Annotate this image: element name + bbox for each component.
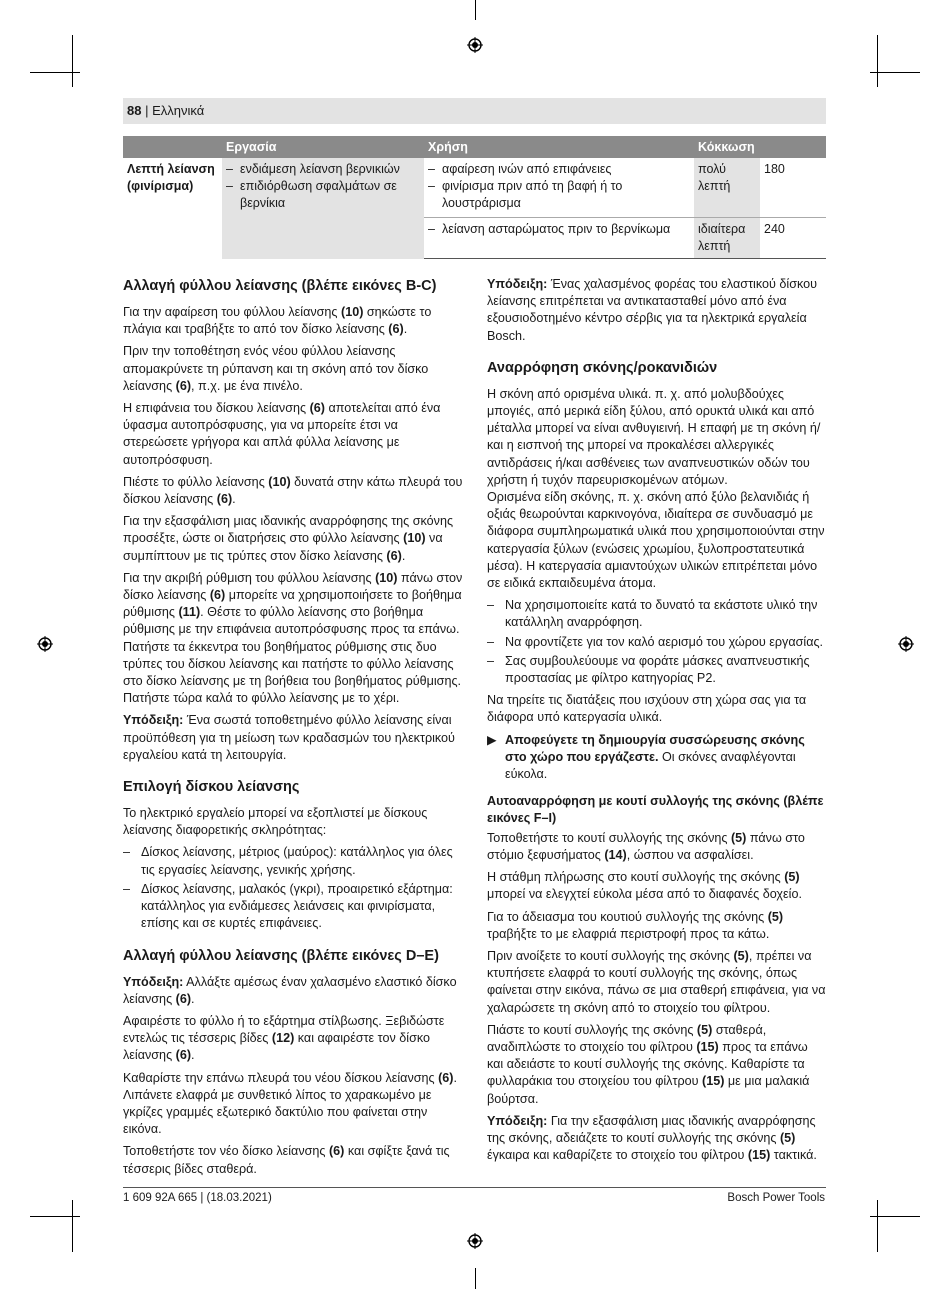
- page-header: [123, 98, 826, 124]
- list-item-text: Να χρησιμοποιείτε κατά το δυνατό τα εκάστοτε υλικό την κατάλληλη αναρρόφηση.: [505, 598, 818, 630]
- paragraph: Η επιφάνεια του δίσκου λείανσης (6) αποτελείται από ένα ύφασμα αυτοπρόσφυσης, για να μπορείτε έτσι να στερεώσετε γρήγορα και απλά φύλλα λείανσης με αυτοπρόσφυση.: [123, 401, 441, 467]
- list-item-text: Να φροντίζετε για τον καλό αερισμό του χώρου εργασίας.: [505, 634, 824, 649]
- subsection-heading: Αυτοαναρρόφηση με κουτί συλλογής της σκόνης (βλέπε εικόνες F–I): [487, 794, 824, 826]
- crop-mark: [870, 1216, 920, 1217]
- paragraph: Για την αφαίρεση του φύλλου λείανσης (10) σηκώστε το πλάγια και τραβήξτε το από τον δίσκο λείανσης (6).: [123, 305, 432, 337]
- left-column: [123, 277, 465, 1183]
- crop-mark: [30, 1216, 80, 1217]
- warning-bold: Αποφεύγετε τη δημιουργία συσσώρευσης σκόνης στο χώρο που εργάζεστε.: [505, 732, 805, 764]
- note: [487, 1113, 827, 1165]
- paragraph: Πριν ανοίξετε το κουτί συλλογής της σκόνης (5), πρέπει να κτυπήσετε ελαφρά το κουτί συλλογής της σκόνης, όπως φαίνεται στην εικόνα, πάνω σε μια σταθερή επιφάνεια, για να χαλαρώσετε τη σκόνη από το στοιχείο του φίλτρου.: [487, 948, 826, 1015]
- right-column: [487, 276, 827, 1169]
- list-item: – Σας συμβουλεύουμε να φοράτε μάσκες αναπνευστικής προστασίας με φίλτρο κατηγορίας P2.: [487, 653, 827, 687]
- list-item-text: Δίσκος λείανσης, μαλακός (γκρι), προαιρετικό εξάρτημα: κατάλληλος για ενδιάμεσες λειάνσεις και φινιρίσματα, επίσης και σε κυρτές επιφάνειες.: [141, 881, 453, 931]
- section-heading: Αλλαγή φύλλου λείανσης (βλέπε εικόνες B‑C): [123, 278, 437, 294]
- note: [123, 974, 465, 1008]
- paragraph: Για την εξασφάλιση μιας ιδανικής αναρρόφησης της σκόνης προσέξτε, ώστε οι διατρήσεις στο φύλλο λείανσης (10) να συμπίπτουν με τις τρύπες στον δίσκο λείανσης (6).: [123, 514, 454, 563]
- table-header: Εργασία: [222, 136, 424, 158]
- table-cell-grain: 180: [764, 162, 785, 176]
- footer-left: 1 609 92A 665 | (18.03.2021): [123, 1192, 272, 1204]
- table-cell-grain: 240: [760, 218, 826, 259]
- list-item-text: Σας συμβουλεύουμε να φοράτε μάσκες αναπνευστικής προστασίας με φίλτρο κατηγορίας P2.: [505, 653, 810, 686]
- registration-mark-icon: [37, 636, 53, 652]
- paragraph: Τοποθετήστε το κουτί συλλογής της σκόνης (5) πάνω στο στόμιο ξεφυσήματος (14), ώσπου να ασφαλίσει.: [487, 830, 805, 862]
- use-item: φινίρισμα πριν από τη βαφή ή το λουστράρισμα: [442, 179, 623, 210]
- task-item: ενδιάμεση λείανση βερνικιών: [240, 162, 400, 176]
- note-text: Αλλάξτε αμέσως έναν χαλασμένο ελαστικό δίσκο λείανσης (6).: [123, 974, 457, 1006]
- crop-mark: [475, 1268, 476, 1289]
- paragraph: Ορισμένα είδη σκόνης, π. χ. σκόνη από ξύλο βελανιδιάς ή οξιάς θεωρούνται καρκινογόνα, ιδιαίτερα σε συνδυασμό με διάφορα συμπληρωματικά υλικά που χρησιμοποιούνται στην κατεργασία ξύλων (ενώσεις χρωμίου, ξυλοπροστατευτικά μέσα). Η κατεργασία αμιαντούχων υλικών επιτρέπεται μόνο σε ειδικά εκπαιδευμένα άτομα.: [487, 490, 825, 591]
- paragraph: Καθαρίστε την επάνω πλευρά του νέου δίσκου λείανσης (6). Λιπάνετε ελαφρά με συνθετικό λίπος το χαρακωμένο με γκρίζες γραμμές εξωτερικό δακτύλιο που φαίνεται στην εικόνα.: [123, 1070, 458, 1137]
- paragraph: Πιέστε το φύλλο λείανσης (10) δυνατά στην κάτω πλευρά του δίσκου λείανσης (6).: [123, 474, 463, 507]
- registration-mark-icon: [467, 37, 483, 53]
- footer-rule: [123, 1187, 826, 1188]
- section-heading: Αλλαγή φύλλου λείανσης (βλέπε εικόνες D–E): [123, 947, 439, 964]
- table-cell-grain-desc: ιδιαίτερα λεπτή: [694, 218, 760, 259]
- crop-mark: [475, 0, 476, 20]
- task-item: επιδιόρθωση σφαλμάτων σε βερνίκια: [240, 179, 397, 210]
- note-label: Υπόδειξη:: [123, 974, 184, 989]
- language-label: Ελληνικά: [152, 103, 205, 118]
- list-item: – Να φροντίζετε για τον καλό αερισμό του χώρου εργασίας.: [487, 634, 827, 651]
- table-cell-uses: – αφαίρεση ινών από επιφάνειες – φινίρισμα πριν από τη βαφή ή το λουστράρισμα: [424, 158, 694, 218]
- paragraph: Για το άδειασμα του κουτιού συλλογής της σκόνης (5) τραβήξτε το με ελαφριά περιστροφή προς τα κάτω.: [487, 909, 784, 941]
- note-label: Υπόδειξη:: [487, 277, 548, 291]
- note-text: Για την εξασφάλιση μιας ιδανικής αναρρόφησης της σκόνης, αδειάζετε το κουτί συλλογής της σκόνης (5) έγκαιρα και καθαρίζετε το στοιχείο του φίλτρου (15) τακτικά.: [487, 1113, 817, 1163]
- list-item: – Δίσκος λείανσης, μέτριος (μαύρος): κατάλληλος για όλες τις εργασίες λείανσης, γενικής χρήσης.: [123, 844, 465, 878]
- warning-text: Οι σκόνες αναφλέγονται εύκολα.: [505, 749, 796, 782]
- footer-right: Bosch Power Tools: [727, 1192, 825, 1204]
- section-heading: Επιλογή δίσκου λείανσης: [123, 779, 300, 796]
- list-item: – Δίσκος λείανσης, μαλακός (γκρι), προαιρετικό εξάρτημα: κατάλληλος για ενδιάμεσες λειάνσεις και φινιρίσματα, επίσης και σε κυρτές επιφάνειες.: [123, 881, 465, 933]
- crop-mark: [30, 72, 80, 73]
- use-item: αφαίρεση ινών από επιφάνειες: [442, 162, 612, 176]
- table-header: Χρήση: [424, 136, 694, 158]
- crop-mark: [72, 35, 73, 87]
- note-text: Ένα σωστά τοποθετημένο φύλλο λείανσης είναι προϋπόθεση για τη μείωση των κραδασμών του ηλεκτρικού εργαλείου κατά τη λειτουργία.: [123, 713, 455, 762]
- warning: [487, 732, 827, 784]
- note-text: Ένας χαλασμένος φορέας του ελαστικού δίσκου λείανσης επιτρέπεται να αντικατασταθεί μόνο από ένα εξουσιοδοτημένο κέντρο σέρβις για τα ηλεκτρικά εργαλεία Bosch.: [487, 277, 817, 343]
- paragraph: Πριν την τοποθέτηση ενός νέου φύλλου λείανσης απομακρύνετε τη ρύπανση και τη σκόνη από τον δίσκο λείανσης (6), π.χ. με ένα πινέλο.: [123, 344, 429, 393]
- paragraph: Τοποθετήστε τον νέο δίσκο λείανσης (6) και σφίξτε ξανά τις τέσσερις βίδες σταθερά.: [123, 1144, 450, 1176]
- note: [123, 712, 465, 764]
- paragraph: Το ηλεκτρικό εργαλείο μπορεί να εξοπλιστεί με δίσκους λείανσης διαφορετικής σκληρότητας:: [123, 806, 428, 838]
- list-item: – Να χρησιμοποιείτε κατά το δυνατό τα εκάστοτε υλικό την κατάλληλη αναρρόφηση.: [487, 597, 827, 631]
- table-cell-uses: – λείανση ασταρώματος πριν το βερνίκωμα: [424, 218, 694, 259]
- section-heading: Αναρρόφηση σκόνης/ροκανιδιών: [487, 359, 718, 376]
- bullet-list: [487, 597, 827, 687]
- crop-mark: [877, 35, 878, 87]
- use-item: λείανση ασταρώματος πριν το βερνίκωμα: [442, 222, 671, 236]
- paragraph: Αφαιρέστε το φύλλο ή το εξάρτημα στίλβωσης. Ξεβιδώστε εντελώς τις τέσσερις βίδες (12) και αφαιρέστε τον δίσκο λείανσης (6).: [123, 1013, 445, 1063]
- note-label: Υπόδειξη:: [487, 1113, 548, 1128]
- note: [487, 276, 827, 345]
- table-row: [123, 158, 826, 218]
- table-row-label: Λεπτή λείανση (φινίρισμα): [127, 162, 215, 193]
- bullet-list: [123, 844, 465, 932]
- note-label: Υπόδειξη:: [123, 713, 184, 728]
- paragraph: Η σκόνη από ορισμένα υλικά. π. χ. από μολυβδούχες μπογιές, από μερικά είδη ξύλου, από ορυκτά υλικά και από μέταλλα μπορεί να είναι ανθυγιεινή. Η επαφή με τη σκόνη ή/και η εισπνοή της μπορεί να προκαλέσει αλλεργικές αντιδράσεις ή/και ασθένειες των αναπνευστικών οδών του χρήστη ή τυχόν παρευρισκομένων ατόμων.: [487, 386, 821, 487]
- paragraph: Η στάθμη πλήρωσης στο κουτί συλλογής της σκόνης (5) μπορεί να ελεγχτεί εύκολα μέσα από το διαφανές δοχείο.: [487, 870, 802, 902]
- list-item-text: Δίσκος λείανσης, μέτριος (μαύρος): κατάλληλος για όλες τις εργασίες λείανσης, γενικής χρήσης.: [141, 845, 453, 877]
- paragraph: Να τηρείτε τις διατάξεις που ισχύουν στη χώρα σας για τα διάφορα υπό κατεργασία υλικά.: [487, 693, 807, 725]
- page-header-text: 88 | Ελληνικά: [127, 103, 205, 118]
- page-number: 88: [127, 103, 142, 118]
- grain-table: [123, 136, 826, 259]
- crop-mark: [870, 72, 920, 73]
- table-header: Κόκκωση: [694, 136, 826, 158]
- paragraph: Για την ακριβή ρύθμιση του φύλλου λείανσης (10) πάνω στον δίσκο λείανσης (6) μπορείτε να χρησιμοποιήσετε το βοήθημα ρύθμισης (11). Θέστε το φύλλο λείανσης στο βοήθημα ρύθμισης με την επιφάνεια αυτοπρόσφυσης προς τα επάνω. Πατήστε τα έκκεντρα του βοηθήματος ρύθμισης στις δυο τρύπες του δίσκου λείανσης και πατήστε το φύλλο λείανσης στο δίσκο λείανσης με τη βοήθεια του βοηθήματος ρύθμισης. Πατήστε τώρα καλά το φύλλο λείανσης με το χέρι.: [123, 570, 463, 706]
- registration-mark-icon: [467, 1233, 483, 1249]
- table-cell-grain-desc: πολύ λεπτή: [694, 158, 760, 218]
- table-header-row: [123, 136, 826, 158]
- triangle-bullet-icon: ▶: [487, 732, 497, 747]
- crop-mark: [72, 1200, 73, 1252]
- paragraph: Πιάστε το κουτί συλλογής της σκόνης (5) σταθερά, αναδιπλώστε το στοιχείο του φίλτρου (15) προς τα επάνω και αδειάστε το κουτί συλλογής της σκόνης. Καθαρίστε τα φυλλαράκια του στοιχείου του φίλτρου (15) με μια μαλακιά βούρτσα.: [487, 1022, 810, 1106]
- registration-mark-icon: [898, 636, 914, 652]
- table-cell-tasks: – ενδιάμεση λείανση βερνικιών – επιδιόρθωση σφαλμάτων σε βερνίκια: [222, 158, 424, 259]
- crop-mark: [877, 1200, 878, 1252]
